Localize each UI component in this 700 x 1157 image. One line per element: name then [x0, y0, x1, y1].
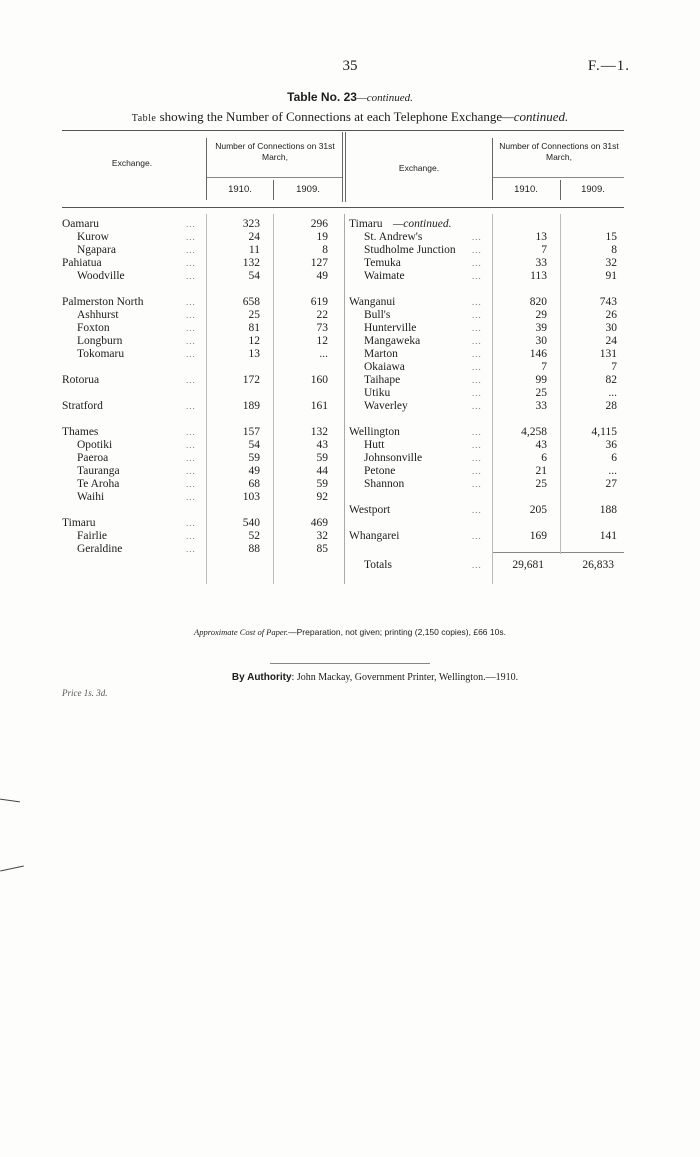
leader-dots: ...	[186, 440, 196, 450]
leader-dots: ...	[186, 401, 196, 411]
table-title-suffix: —continued.	[356, 92, 413, 104]
value-1910: 33	[535, 257, 547, 269]
value-1910: 6	[541, 452, 547, 464]
scan-mark-2	[0, 866, 24, 872]
table-row	[62, 257, 340, 270]
value-1910: 21	[535, 465, 547, 477]
value-1910: 81	[248, 322, 260, 334]
table-row	[349, 322, 626, 335]
leader-dots: ...	[186, 258, 196, 268]
value-1909: 32	[316, 530, 328, 542]
table-row	[349, 478, 626, 491]
exchange-name: St. Andrew's	[364, 231, 423, 243]
exchange-name: Hunterville	[364, 322, 417, 334]
value-1910: 157	[242, 426, 260, 438]
leader-dots: ...	[472, 466, 482, 476]
leader-dots: ...	[186, 427, 196, 437]
value-1909: 91	[605, 270, 617, 282]
leader-dots: ...	[472, 297, 482, 307]
value-1910: 113	[530, 270, 547, 282]
value-1910: 59	[248, 452, 260, 464]
value-1909: 132	[310, 426, 328, 438]
value-1909: 32	[605, 257, 617, 269]
leader-dots: ...	[186, 336, 196, 346]
table-row	[349, 517, 626, 530]
exchange-name: Ashhurst	[77, 309, 119, 321]
leader-dots: ...	[472, 375, 482, 385]
value-1910: 49	[248, 465, 260, 477]
exchange-header-right: Exchange.	[398, 163, 440, 173]
right-group-rule	[492, 177, 624, 178]
table-row	[349, 439, 626, 452]
value-1910: 658	[242, 296, 260, 308]
leader-dots: ...	[186, 232, 196, 242]
value-1909: 127	[310, 257, 328, 269]
leader-dots: ...	[472, 245, 482, 255]
value-1909: 92	[316, 491, 328, 503]
value-1909: 27	[605, 478, 617, 490]
value-1910: 68	[248, 478, 260, 490]
value-1910: 7	[541, 361, 547, 373]
value-1909: 59	[316, 452, 328, 464]
leader-dots: ...	[472, 401, 482, 411]
leader-dots: ...	[186, 219, 196, 229]
exchange-name: Woodville	[77, 270, 125, 282]
table-row	[349, 400, 626, 413]
leader-dots: ...	[186, 479, 196, 489]
totals-rule	[492, 552, 624, 553]
leader-dots: ...	[472, 271, 482, 281]
value-1909: 28	[605, 400, 617, 412]
leader-dots: ...	[472, 505, 482, 515]
exchange-name: Pahiatua	[62, 257, 102, 269]
exchange-name: Rotorua	[62, 374, 100, 386]
leader-dots: ...	[186, 531, 196, 541]
value-1910: 33	[535, 400, 547, 412]
totals-1910: 29,681	[512, 559, 544, 571]
value-1909: 73	[316, 322, 328, 334]
leader-dots: ...	[472, 258, 482, 268]
connections-header-right: Number of Connections on 31st March,	[499, 141, 619, 162]
table-row	[62, 348, 340, 361]
leader-dots: ...	[186, 349, 196, 359]
exchange-name: Wellington	[349, 426, 400, 438]
value-1910: 4,258	[521, 426, 547, 438]
value-1909: 59	[316, 478, 328, 490]
table-subtitle-text: showing the Number of Connections at each Telephone Exchange	[156, 109, 503, 124]
leader-dots: ...	[186, 323, 196, 333]
exchange-name: Foxton	[77, 322, 110, 334]
table-row	[62, 465, 340, 478]
value-1909: ...	[608, 465, 617, 477]
value-1909: ...	[608, 387, 617, 399]
leader-dots: ...	[472, 349, 482, 359]
value-1909: 49	[316, 270, 328, 282]
table-row	[349, 218, 626, 231]
exchange-name: Timaru	[349, 218, 383, 230]
value-1909: 19	[316, 231, 328, 243]
exchange-name: Temuka	[364, 257, 401, 269]
authority-text: : John Mackay, Government Printer, Wellington.—1910.	[291, 672, 519, 683]
value-1910: 52	[248, 530, 260, 542]
table-row	[62, 504, 340, 517]
exchange-name: Kurow	[77, 231, 109, 243]
vrule-right-1909	[560, 180, 561, 200]
table-row	[62, 309, 340, 322]
value-1909: 85	[316, 543, 328, 555]
exchange-name: Johnsonville	[364, 452, 423, 464]
table-row	[62, 413, 340, 426]
value-1909: 131	[599, 348, 617, 360]
value-1910: 13	[535, 231, 547, 243]
exchange-name: Stratford	[62, 400, 103, 412]
value-1910: 54	[248, 439, 260, 451]
value-1909: 43	[316, 439, 328, 451]
table-row	[62, 491, 340, 504]
table-row	[349, 413, 626, 426]
totals-1909: 26,833	[582, 559, 614, 571]
vrule-left-1910	[206, 138, 207, 200]
exchange-name: Paeroa	[77, 452, 109, 464]
leader-dots: ...	[186, 492, 196, 502]
table-row	[62, 439, 340, 452]
exchange-name: Studholme Junction	[364, 244, 456, 256]
value-1909: 36	[605, 439, 617, 451]
table-row	[62, 335, 340, 348]
value-1910: 205	[529, 504, 547, 516]
table-row	[349, 452, 626, 465]
table-row	[62, 322, 340, 335]
leader-dots: ...	[186, 518, 196, 528]
leader-dots: ...	[472, 310, 482, 320]
value-1910: 99	[535, 374, 547, 386]
table-row	[349, 231, 626, 244]
table-row	[62, 361, 340, 374]
exchange-name: Fairlie	[77, 530, 108, 542]
value-1910: 30	[535, 335, 547, 347]
value-1910: 323	[242, 218, 260, 230]
table-row	[349, 244, 626, 257]
value-1909: 160	[310, 374, 328, 386]
table-row	[62, 530, 340, 543]
exchange-name-suffix: —continued.	[393, 218, 452, 230]
exchange-name: Opotiki	[77, 439, 113, 451]
price-note: Price 1s. 3d.	[62, 688, 108, 698]
value-1910: 7	[541, 244, 547, 256]
table-top-rule	[62, 130, 624, 131]
exchange-name: Waimate	[364, 270, 405, 282]
header-bottom-rule	[62, 207, 624, 208]
table-row	[62, 426, 340, 439]
value-1909: 12	[316, 335, 328, 347]
leader-dots: ...	[472, 388, 482, 398]
table-row	[62, 400, 340, 413]
leader-dots: ...	[186, 271, 196, 281]
value-1910: 29	[535, 309, 547, 321]
exchange-name: Petone	[364, 465, 396, 477]
connections-header-left: Number of Connections on 31st March,	[215, 141, 335, 162]
value-1909: 161	[310, 400, 328, 412]
value-1909: 619	[310, 296, 328, 308]
value-1909: ...	[319, 348, 328, 360]
table-row	[62, 543, 340, 556]
leader-dots: ...	[472, 531, 482, 541]
exchange-name: Tokomaru	[77, 348, 125, 360]
footer-rule	[270, 663, 430, 664]
value-1910: 25	[248, 309, 260, 321]
table-title	[0, 90, 700, 104]
table-row	[62, 452, 340, 465]
table-row	[349, 426, 626, 439]
table-row	[349, 491, 626, 504]
document-reference: F.—1.	[587, 58, 630, 74]
totals-row	[346, 559, 626, 572]
table-row	[349, 504, 626, 517]
exchange-name: Longburn	[77, 335, 123, 347]
vrule-left-1909	[273, 180, 274, 200]
table-row	[62, 517, 340, 530]
exchange-name: Marton	[364, 348, 398, 360]
table-row	[62, 387, 340, 400]
table-row	[349, 530, 626, 543]
leader-dots: ...	[472, 427, 482, 437]
value-1910: 540	[242, 517, 260, 529]
totals-leader-dots: ...	[472, 560, 482, 570]
table-row	[349, 387, 626, 400]
left-group-rule	[206, 177, 342, 178]
exchange-name: Waverley	[364, 400, 408, 412]
body-vrule-3	[344, 214, 345, 584]
exchange-name: Tauranga	[77, 465, 120, 477]
table-row	[62, 231, 340, 244]
exchange-name: Waihi	[77, 491, 105, 503]
leader-dots: ...	[186, 466, 196, 476]
value-1909: 26	[605, 309, 617, 321]
exchange-name: Oamaru	[62, 218, 100, 230]
table-row	[62, 270, 340, 283]
leader-dots: ...	[186, 544, 196, 554]
value-1909: 7	[611, 361, 617, 373]
value-1910: 169	[529, 530, 547, 542]
value-1910: 146	[529, 348, 547, 360]
leader-dots: ...	[186, 245, 196, 255]
value-1910: 189	[242, 400, 260, 412]
year-1909-left: 1909.	[296, 184, 320, 195]
value-1910: 25	[535, 478, 547, 490]
exchange-name: Ngapara	[77, 244, 116, 256]
value-1909: 44	[316, 465, 328, 477]
value-1909: 6	[611, 452, 617, 464]
value-1910: 103	[242, 491, 260, 503]
value-1909: 8	[611, 244, 617, 256]
exchange-name: Hutt	[364, 439, 385, 451]
exchange-name: Taihape	[364, 374, 401, 386]
table-row	[349, 374, 626, 387]
value-1909: 141	[599, 530, 617, 542]
table-row	[62, 296, 340, 309]
value-1910: 12	[248, 335, 260, 347]
leader-dots: ...	[472, 440, 482, 450]
cost-label: Approximate Cost of Paper.	[194, 627, 289, 637]
table-row	[62, 283, 340, 296]
scan-mark-1	[0, 799, 20, 803]
table-title-main: Table No. 23	[287, 90, 357, 104]
exchange-name: Timaru	[62, 517, 96, 529]
leader-dots: ...	[472, 232, 482, 242]
value-1910: 43	[535, 439, 547, 451]
value-1909: 188	[599, 504, 617, 516]
value-1910: 172	[242, 374, 260, 386]
table-subtitle-lead: Table	[131, 113, 157, 124]
vrule-middle	[342, 132, 343, 202]
table-row	[349, 296, 626, 309]
value-1909: 469	[310, 517, 328, 529]
value-1910: 820	[529, 296, 547, 308]
table-subtitle-suffix: —continued.	[502, 109, 569, 124]
authority-line	[140, 672, 610, 683]
value-1910: 132	[242, 257, 260, 269]
value-1909: 743	[599, 296, 617, 308]
leader-dots: ...	[472, 479, 482, 489]
value-1910: 24	[248, 231, 260, 243]
value-1909: 296	[310, 218, 328, 230]
leader-dots: ...	[186, 297, 196, 307]
exchange-name: Utiku	[364, 387, 391, 399]
value-1909: 22	[316, 309, 328, 321]
value-1909: 30	[605, 322, 617, 334]
exchange-name: Whangarei	[349, 530, 400, 542]
vrule-middle-double	[345, 132, 346, 202]
value-1909: 4,115	[591, 426, 617, 438]
totals-label: Totals	[364, 559, 392, 571]
leader-dots: ...	[472, 453, 482, 463]
exchange-name: Shannon	[364, 478, 405, 490]
exchange-name: Westport	[349, 504, 391, 516]
leader-dots: ...	[472, 362, 482, 372]
value-1909: 15	[605, 231, 617, 243]
year-1909-right: 1909.	[581, 184, 605, 195]
value-1910: 11	[248, 244, 260, 256]
year-1910-right: 1910.	[514, 184, 538, 195]
exchange-name: Thames	[62, 426, 99, 438]
table-row	[349, 335, 626, 348]
table-row	[62, 244, 340, 257]
leader-dots: ...	[186, 453, 196, 463]
leader-dots: ...	[186, 375, 196, 385]
table-row	[349, 361, 626, 374]
table-row	[349, 257, 626, 270]
value-1910: 25	[535, 387, 547, 399]
leader-dots: ...	[186, 310, 196, 320]
value-1910: 88	[248, 543, 260, 555]
exchange-name: Palmerston North	[62, 296, 144, 308]
exchange-name: Te Aroha	[77, 478, 120, 490]
exchange-name: Okaiawa	[364, 361, 405, 373]
exchange-name: Bull's	[364, 309, 391, 321]
table-row	[349, 348, 626, 361]
exchange-header-left: Exchange.	[111, 158, 153, 168]
cost-text: —Preparation, not given; printing (2,150 copies), £66 10s.	[288, 627, 506, 637]
vrule-right-1910	[492, 138, 493, 200]
cost-note	[0, 627, 700, 637]
table-row	[62, 374, 340, 387]
year-1910-left: 1910.	[228, 184, 252, 195]
value-1910: 13	[248, 348, 260, 360]
page-number: 35	[342, 58, 358, 74]
value-1909: 8	[322, 244, 328, 256]
value-1909: 82	[605, 374, 617, 386]
exchange-name: Mangaweka	[364, 335, 421, 347]
table-row	[62, 218, 340, 231]
table-row	[349, 465, 626, 478]
authority-lead: By Authority	[231, 672, 292, 683]
table-subtitle	[0, 109, 700, 125]
table-row	[349, 309, 626, 322]
exchange-name: Geraldine	[77, 543, 123, 555]
value-1909: 24	[605, 335, 617, 347]
leader-dots: ...	[472, 336, 482, 346]
value-1910: 39	[535, 322, 547, 334]
table-row	[62, 478, 340, 491]
exchange-name: Wanganui	[349, 296, 396, 308]
table-row	[349, 270, 626, 283]
table-row	[349, 283, 626, 296]
leader-dots: ...	[472, 323, 482, 333]
value-1910: 54	[248, 270, 260, 282]
